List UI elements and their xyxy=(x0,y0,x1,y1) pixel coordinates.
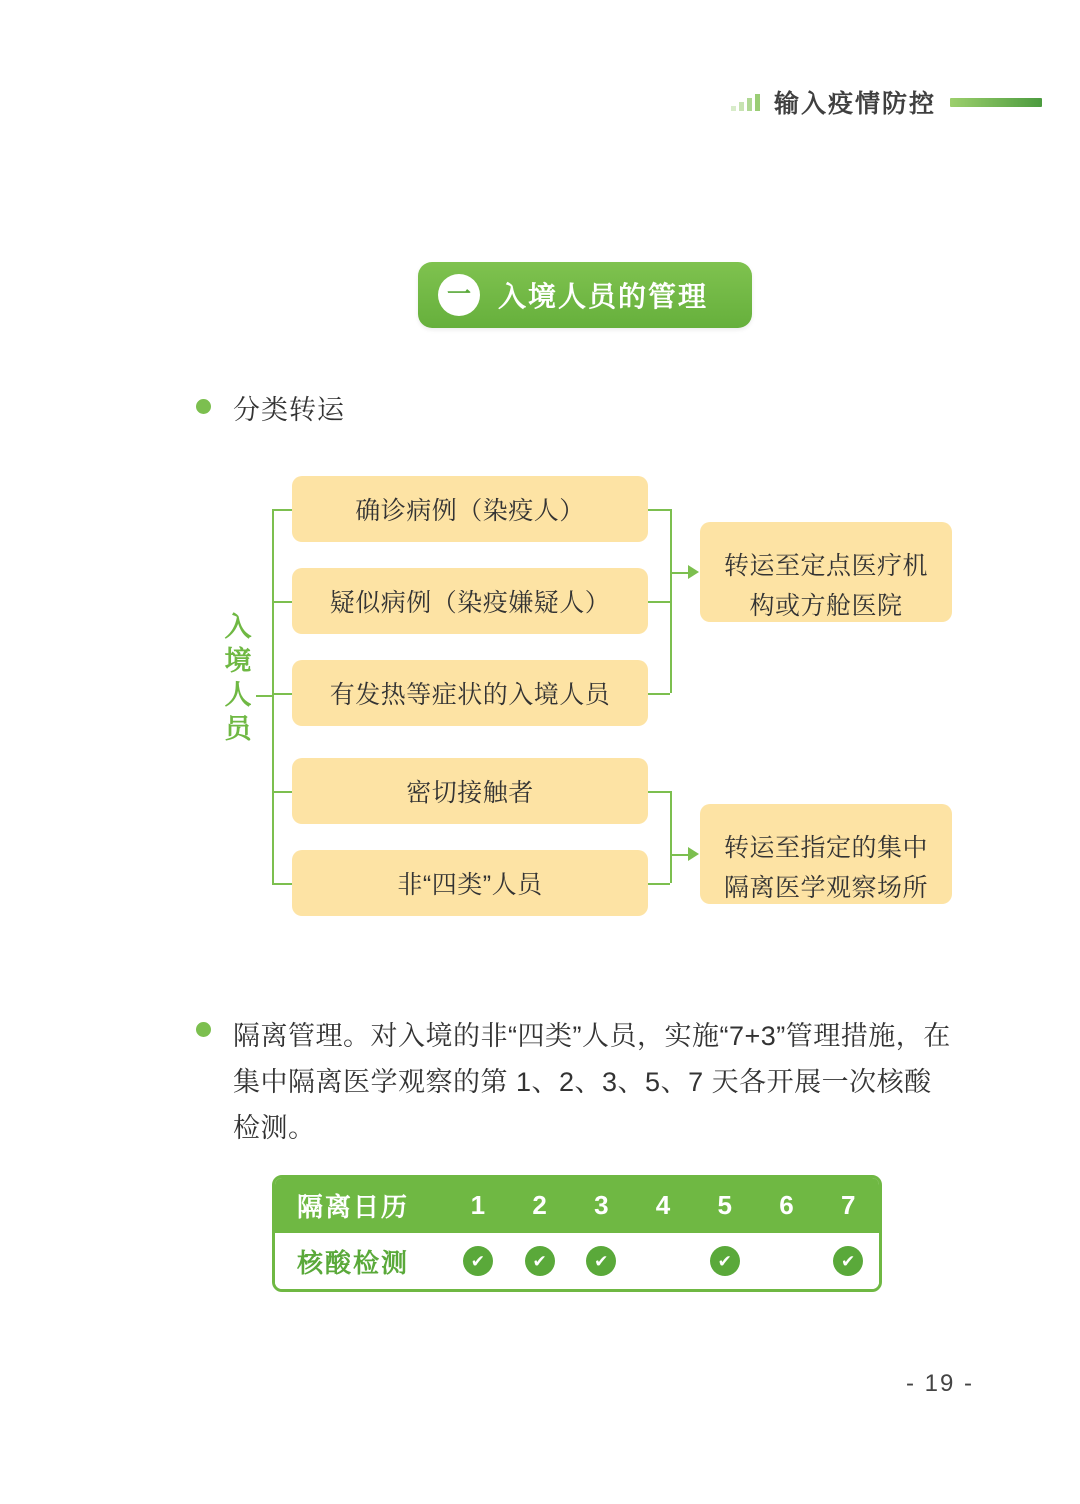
check-icon: ✔ xyxy=(833,1246,863,1276)
table-header-day: 1 xyxy=(470,1190,486,1220)
table-cell-test-day-4 xyxy=(632,1233,694,1289)
connector-to-node-4 xyxy=(272,791,292,793)
connector-merge-out-1 xyxy=(670,572,688,574)
bullet-item-quarantine xyxy=(196,1013,956,1151)
table-header-day: 4 xyxy=(655,1190,671,1220)
section-title-pill xyxy=(418,262,752,328)
diagram-node-right: 转运至指定的集中隔离医学观察场所 xyxy=(700,804,952,904)
arrow-head-icon xyxy=(688,565,699,579)
table-cell-test-day-7 xyxy=(817,1233,879,1289)
connector-from-node-2 xyxy=(648,601,670,603)
check-icon: ✔ xyxy=(710,1246,740,1276)
table-cell-test-day-3 xyxy=(570,1233,632,1289)
table-cell-test-day-6 xyxy=(756,1233,818,1289)
connector-from-node-3 xyxy=(648,693,670,695)
connector-source-stub xyxy=(256,695,272,697)
connector-from-node-5 xyxy=(648,883,670,885)
diagram-node-left: 疑似病例（染疫嫌疑人） xyxy=(292,568,648,634)
flow-diagram xyxy=(210,470,970,940)
connector-from-node-4 xyxy=(648,791,670,793)
table-header-day: 3 xyxy=(594,1190,609,1220)
section-number-badge xyxy=(438,274,480,316)
table-cell-test-day-2 xyxy=(509,1233,571,1289)
page-number: - 19 - xyxy=(905,1370,974,1397)
table-header-day: 6 xyxy=(779,1190,794,1220)
bullet-dot-icon xyxy=(196,399,211,414)
table-header-day: 7 xyxy=(840,1190,856,1220)
bullet-dot-icon xyxy=(196,1022,211,1037)
connector-merge-out-2 xyxy=(670,854,688,856)
diagram-node-right: 转运至定点医疗机构或方舱医院 xyxy=(700,522,952,622)
diagram-node-left: 有发热等症状的入境人员 xyxy=(292,660,648,726)
table-row-label: 核酸检测 xyxy=(297,1247,410,1278)
connector-to-node-2 xyxy=(272,601,292,603)
connector-to-node-5 xyxy=(272,883,292,885)
arrow-head-icon xyxy=(688,847,699,861)
connector-from-node-1 xyxy=(648,509,670,511)
table-row xyxy=(275,1233,879,1289)
table-header-day: 5 xyxy=(717,1190,732,1220)
diagram-node-left: 非“四类”人员 xyxy=(292,850,648,916)
diagram-source-label: 入境人员 xyxy=(224,612,252,744)
connector-merge-spine-1 xyxy=(670,509,672,693)
header-title: 输入疫情防控 xyxy=(773,90,936,118)
table-cell-test-day-5 xyxy=(694,1233,756,1289)
check-icon: ✔ xyxy=(586,1246,616,1276)
section-number: 一 xyxy=(447,281,471,308)
bullet-label: 隔离管理。对入境的非“四类”人员，实施“7+3”管理措施，在集中隔离医学观察的第 1、2、3、5、7 天各开展一次核酸检测。 xyxy=(233,1021,951,1143)
connector-left-spine xyxy=(272,509,274,883)
check-icon: ✔ xyxy=(525,1246,555,1276)
check-icon: ✔ xyxy=(463,1246,493,1276)
dots-gradient-icon xyxy=(731,94,760,111)
connector-to-node-1 xyxy=(272,509,292,511)
bullet-label: 分类转运 xyxy=(233,395,345,425)
page-header xyxy=(731,84,1042,120)
isolation-calendar-table xyxy=(272,1175,882,1292)
table-header-label: 隔离日历 xyxy=(297,1192,410,1222)
bullet-item-classification xyxy=(196,390,345,430)
diagram-node-left: 密切接触者 xyxy=(292,758,648,824)
header-accent-bar xyxy=(950,98,1042,107)
table-cell-test-day-1 xyxy=(447,1233,509,1289)
connector-to-node-3 xyxy=(272,693,292,695)
connector-merge-spine-2 xyxy=(670,791,672,883)
table-header-day: 2 xyxy=(532,1190,547,1220)
diagram-node-left: 确诊病例（染疫人） xyxy=(292,476,648,542)
table-row-header xyxy=(275,1178,879,1233)
section-title: 入境人员的管理 xyxy=(498,281,709,312)
